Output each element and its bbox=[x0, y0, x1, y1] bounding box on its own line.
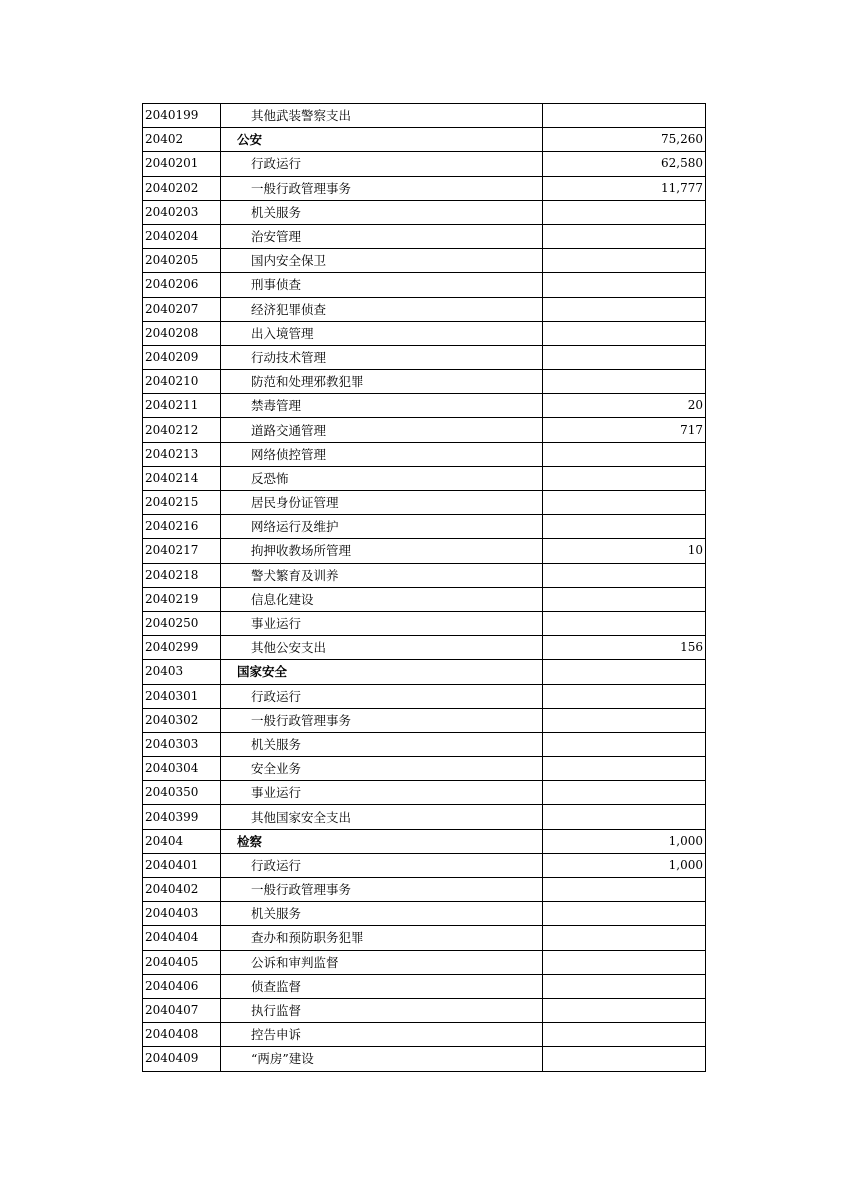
name-cell: 执行监督 bbox=[221, 998, 543, 1022]
table-row bbox=[143, 515, 706, 539]
code-cell: 2040219 bbox=[143, 587, 221, 611]
amount-cell: 20 bbox=[543, 394, 706, 418]
amount-cell bbox=[543, 878, 706, 902]
code-cell: 2040399 bbox=[143, 805, 221, 829]
amount-cell: 62,580 bbox=[543, 152, 706, 176]
code-cell: 2040214 bbox=[143, 466, 221, 490]
code-cell: 2040218 bbox=[143, 563, 221, 587]
amount-cell bbox=[543, 1047, 706, 1071]
amount-cell bbox=[543, 104, 706, 128]
code-cell: 2040250 bbox=[143, 611, 221, 635]
table-row bbox=[143, 321, 706, 345]
code-cell: 2040203 bbox=[143, 200, 221, 224]
code-cell: 2040216 bbox=[143, 515, 221, 539]
name-cell: 事业运行 bbox=[221, 611, 543, 635]
table-row bbox=[143, 200, 706, 224]
table-row bbox=[143, 249, 706, 273]
code-cell: 2040404 bbox=[143, 926, 221, 950]
name-cell: 行政运行 bbox=[221, 152, 543, 176]
code-cell: 2040215 bbox=[143, 491, 221, 515]
name-cell: 网络侦控管理 bbox=[221, 442, 543, 466]
name-cell: 机关服务 bbox=[221, 200, 543, 224]
table-row bbox=[143, 853, 706, 877]
code-cell: 2040405 bbox=[143, 950, 221, 974]
category-row bbox=[143, 128, 706, 152]
code-cell: 2040212 bbox=[143, 418, 221, 442]
name-cell: 其他武装警察支出 bbox=[221, 104, 543, 128]
table-row bbox=[143, 708, 706, 732]
amount-cell: 717 bbox=[543, 418, 706, 442]
table-row bbox=[143, 950, 706, 974]
table-row bbox=[143, 104, 706, 128]
amount-cell bbox=[543, 950, 706, 974]
amount-cell: 1,000 bbox=[543, 829, 706, 853]
table-row bbox=[143, 345, 706, 369]
name-cell: 一般行政管理事务 bbox=[221, 878, 543, 902]
amount-cell bbox=[543, 345, 706, 369]
name-cell: 道路交通管理 bbox=[221, 418, 543, 442]
code-cell: 2040202 bbox=[143, 176, 221, 200]
table-row bbox=[143, 1023, 706, 1047]
code-cell: 2040406 bbox=[143, 974, 221, 998]
code-cell: 2040409 bbox=[143, 1047, 221, 1071]
name-cell: 治安管理 bbox=[221, 224, 543, 248]
amount-cell bbox=[543, 660, 706, 684]
name-cell: 机关服务 bbox=[221, 902, 543, 926]
table-row bbox=[143, 273, 706, 297]
amount-cell bbox=[543, 442, 706, 466]
name-cell: 公安 bbox=[221, 128, 543, 152]
table-row bbox=[143, 563, 706, 587]
amount-cell bbox=[543, 611, 706, 635]
code-cell: 2040206 bbox=[143, 273, 221, 297]
name-cell: 信息化建设 bbox=[221, 587, 543, 611]
amount-cell bbox=[543, 370, 706, 394]
code-cell: 2040204 bbox=[143, 224, 221, 248]
name-cell: 一般行政管理事务 bbox=[221, 176, 543, 200]
budget-table-body bbox=[143, 104, 706, 1072]
code-cell: 2040217 bbox=[143, 539, 221, 563]
code-cell: 2040302 bbox=[143, 708, 221, 732]
table-row bbox=[143, 442, 706, 466]
budget-table bbox=[142, 103, 706, 1072]
amount-cell bbox=[543, 974, 706, 998]
name-cell: 机关服务 bbox=[221, 732, 543, 756]
code-cell: 2040299 bbox=[143, 636, 221, 660]
name-cell: 控告申诉 bbox=[221, 1023, 543, 1047]
code-cell: 2040210 bbox=[143, 370, 221, 394]
name-cell: 出入境管理 bbox=[221, 321, 543, 345]
name-cell: 国家安全 bbox=[221, 660, 543, 684]
name-cell: 事业运行 bbox=[221, 781, 543, 805]
code-cell: 20403 bbox=[143, 660, 221, 684]
category-row bbox=[143, 660, 706, 684]
name-cell: 网络运行及维护 bbox=[221, 515, 543, 539]
code-cell: 2040205 bbox=[143, 249, 221, 273]
name-cell: 刑事侦查 bbox=[221, 273, 543, 297]
table-row bbox=[143, 757, 706, 781]
code-cell: 2040199 bbox=[143, 104, 221, 128]
amount-cell: 156 bbox=[543, 636, 706, 660]
amount-cell bbox=[543, 273, 706, 297]
amount-cell bbox=[543, 805, 706, 829]
code-cell: 2040201 bbox=[143, 152, 221, 176]
category-row bbox=[143, 829, 706, 853]
amount-cell: 11,777 bbox=[543, 176, 706, 200]
name-cell: 公诉和审判监督 bbox=[221, 950, 543, 974]
name-cell: 经济犯罪侦查 bbox=[221, 297, 543, 321]
amount-cell bbox=[543, 491, 706, 515]
amount-cell: 10 bbox=[543, 539, 706, 563]
table-row bbox=[143, 297, 706, 321]
code-cell: 2040304 bbox=[143, 757, 221, 781]
name-cell: 反恐怖 bbox=[221, 466, 543, 490]
name-cell: 拘押收教场所管理 bbox=[221, 539, 543, 563]
name-cell: 其他公安支出 bbox=[221, 636, 543, 660]
table-row bbox=[143, 998, 706, 1022]
name-cell: 防范和处理邪教犯罪 bbox=[221, 370, 543, 394]
name-cell: 行政运行 bbox=[221, 684, 543, 708]
amount-cell bbox=[543, 757, 706, 781]
name-cell: 警犬繁育及训养 bbox=[221, 563, 543, 587]
table-row bbox=[143, 152, 706, 176]
amount-cell: 1,000 bbox=[543, 853, 706, 877]
amount-cell bbox=[543, 321, 706, 345]
code-cell: 20402 bbox=[143, 128, 221, 152]
amount-cell bbox=[543, 249, 706, 273]
table-row bbox=[143, 781, 706, 805]
amount-cell bbox=[543, 587, 706, 611]
table-row bbox=[143, 636, 706, 660]
amount-cell bbox=[543, 297, 706, 321]
table-row bbox=[143, 587, 706, 611]
table-row bbox=[143, 176, 706, 200]
table-row bbox=[143, 539, 706, 563]
amount-cell bbox=[543, 902, 706, 926]
table-row bbox=[143, 902, 706, 926]
code-cell: 2040402 bbox=[143, 878, 221, 902]
code-cell: 2040208 bbox=[143, 321, 221, 345]
table-row bbox=[143, 805, 706, 829]
amount-cell bbox=[543, 708, 706, 732]
name-cell: “两房”建设 bbox=[221, 1047, 543, 1071]
code-cell: 2040408 bbox=[143, 1023, 221, 1047]
amount-cell bbox=[543, 1023, 706, 1047]
amount-cell bbox=[543, 466, 706, 490]
name-cell: 查办和预防职务犯罪 bbox=[221, 926, 543, 950]
table-row bbox=[143, 732, 706, 756]
amount-cell bbox=[543, 563, 706, 587]
amount-cell bbox=[543, 926, 706, 950]
name-cell: 居民身份证管理 bbox=[221, 491, 543, 515]
table-row bbox=[143, 974, 706, 998]
table-row bbox=[143, 684, 706, 708]
amount-cell bbox=[543, 732, 706, 756]
amount-cell bbox=[543, 781, 706, 805]
table-row bbox=[143, 1047, 706, 1071]
code-cell: 2040211 bbox=[143, 394, 221, 418]
table-row bbox=[143, 394, 706, 418]
name-cell: 其他国家安全支出 bbox=[221, 805, 543, 829]
code-cell: 2040303 bbox=[143, 732, 221, 756]
table-row bbox=[143, 466, 706, 490]
code-cell: 2040350 bbox=[143, 781, 221, 805]
amount-cell bbox=[543, 224, 706, 248]
code-cell: 2040403 bbox=[143, 902, 221, 926]
amount-cell bbox=[543, 684, 706, 708]
amount-cell bbox=[543, 200, 706, 224]
code-cell: 20404 bbox=[143, 829, 221, 853]
table-row bbox=[143, 370, 706, 394]
budget-table-container bbox=[142, 103, 705, 1072]
amount-cell bbox=[543, 998, 706, 1022]
amount-cell: 75,260 bbox=[543, 128, 706, 152]
table-row bbox=[143, 418, 706, 442]
name-cell: 安全业务 bbox=[221, 757, 543, 781]
table-row bbox=[143, 926, 706, 950]
table-row bbox=[143, 224, 706, 248]
name-cell: 禁毒管理 bbox=[221, 394, 543, 418]
name-cell: 行动技术管理 bbox=[221, 345, 543, 369]
table-row bbox=[143, 878, 706, 902]
table-row bbox=[143, 491, 706, 515]
code-cell: 2040213 bbox=[143, 442, 221, 466]
table-row bbox=[143, 611, 706, 635]
name-cell: 一般行政管理事务 bbox=[221, 708, 543, 732]
name-cell: 行政运行 bbox=[221, 853, 543, 877]
code-cell: 2040401 bbox=[143, 853, 221, 877]
name-cell: 国内安全保卫 bbox=[221, 249, 543, 273]
amount-cell bbox=[543, 515, 706, 539]
name-cell: 侦查监督 bbox=[221, 974, 543, 998]
code-cell: 2040301 bbox=[143, 684, 221, 708]
code-cell: 2040207 bbox=[143, 297, 221, 321]
name-cell: 检察 bbox=[221, 829, 543, 853]
code-cell: 2040209 bbox=[143, 345, 221, 369]
code-cell: 2040407 bbox=[143, 998, 221, 1022]
